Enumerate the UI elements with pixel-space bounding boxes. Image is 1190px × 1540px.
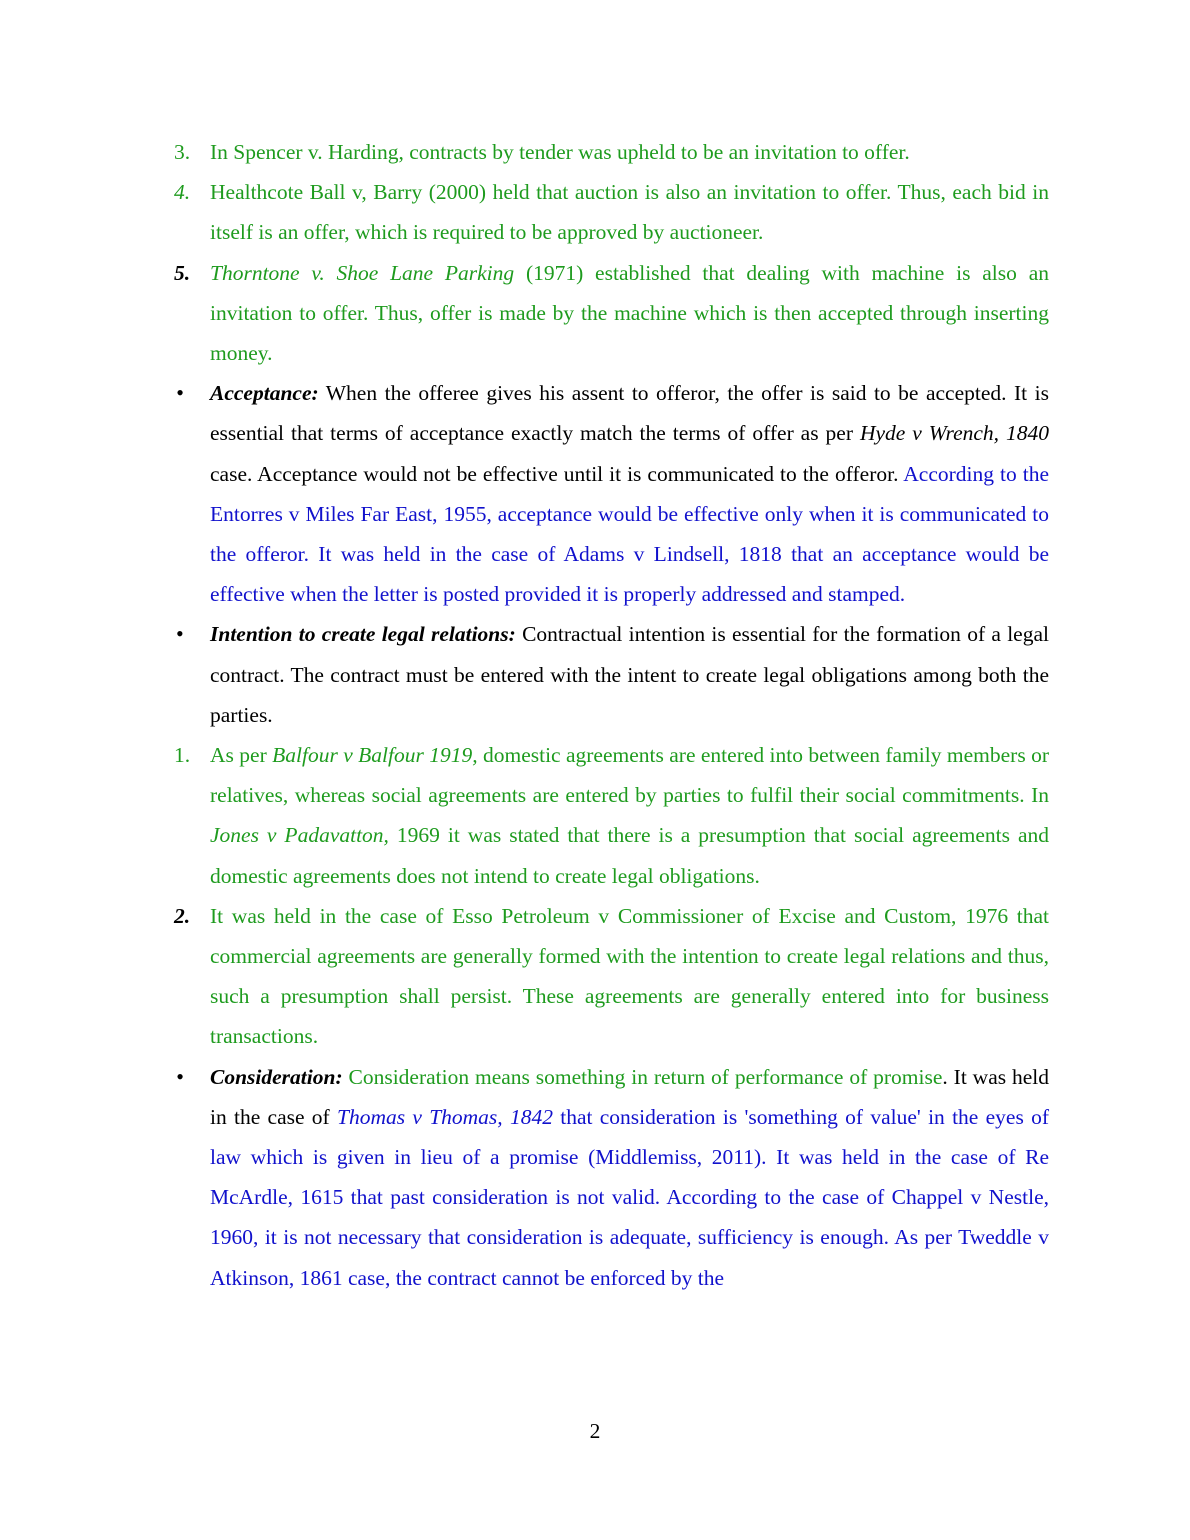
list-item: [0, 1057, 1190, 1298]
list-item-text: Intention to create legal relations: Contractual intention is essential for the formation of a legal contract. The contract must be entered with the intent to create legal obligations among both the parties.: [210, 622, 1049, 727]
case-citation: Thorntone v. Shoe Lane Parking: [210, 260, 515, 285]
list-item: [0, 132, 1190, 172]
case-citation: Jones v Padavatton,: [210, 823, 389, 848]
list-item-text: Acceptance: When the offeree gives his assent to offeror, the offer is said to be accepted. It is essential that terms of acceptance exactly match the terms of offer as per Hyde v Wrench, 1840 case. Acceptance would not be effective until it is communicated to the offeror. According to the Entorres v Miles Far East, 1955, acceptance would be effective only when it is communicated to the offeror. It was held in the case of Adams v Lindsell, 1818 that an acceptance would be effective when the letter is posted provided it is properly addressed and stamped.: [210, 381, 1049, 607]
list-item: [0, 896, 1190, 1057]
list-item: [0, 253, 1190, 374]
list-item-text: Healthcote Ball v, Barry (2000) held that auction is also an invitation to offer. Thus, each bid in itself is an offer, which is required to be approved by auctioneer.: [210, 180, 1049, 245]
list-item: [0, 735, 1190, 896]
list-item: [0, 172, 1190, 252]
list-item-text: Consideration: Consideration means something in return of performance of promise. It was held in the case of Thomas v Thomas, 1842 that consideration is 'something of value' in the eyes of law which is given in lieu of a promise (Middlemiss, 2011). It was held in the case of Re McArdle, 1615 that past consideration is not valid. According to the case of Chappel v Nestle, 1960, it is not necessary that consideration is adequate, sufficiency is enough. As per Tweddle v Atkinson, 1861 case, the contract cannot be enforced by the: [210, 1064, 1049, 1290]
list-item-text: As per Balfour v Balfour 1919, domestic agreements are entered into between family members or relatives, whereas social agreements are entered by parties to fulfil their social commitments. In Jones v Padavatton, 1969 it was stated that there is a presumption that social agreements and domestic agreements does not intend to create legal obligations.: [210, 743, 1049, 888]
bullet-icon: •: [176, 621, 184, 647]
section-heading-intention: Intention to create legal relations:: [210, 622, 516, 647]
section-heading-consideration: Consideration:: [210, 1064, 343, 1089]
list-marker: 4.: [174, 180, 191, 205]
list-item: [0, 614, 1190, 735]
list-marker: 5.: [174, 260, 191, 285]
bullet-icon: •: [176, 1063, 184, 1089]
list-marker: 1.: [174, 743, 191, 768]
list-marker: 3.: [174, 140, 191, 164]
case-citation: Balfour v Balfour 1919,: [272, 743, 478, 768]
page-number: 2: [589, 1419, 601, 1443]
list-item: [0, 373, 1190, 614]
page-content: [0, 132, 1190, 1298]
list-item-text: It was held in the case of Esso Petroleum v Commissioner of Excise and Custom, 1976 that commercial agreements are generally formed with the intention to create legal relations and thus, such a presumption shall persist. These agreements are generally entered into for business transactions.: [210, 903, 1049, 1049]
list-item-text: Thorntone v. Shoe Lane Parking (1971) established that dealing with machine is also an invitation to offer. Thus, offer is made by the machine which is then accepted through inserting money.: [210, 260, 1049, 366]
list-marker: 2.: [174, 903, 191, 928]
case-citation: Hyde v Wrench, 1840: [859, 421, 1049, 446]
bullet-icon: •: [176, 380, 184, 406]
list-item-text: In Spencer v. Harding, contracts by tender was upheld to be an invitation to offer.: [210, 140, 910, 164]
section-heading-acceptance: Acceptance:: [210, 381, 319, 406]
case-citation: Thomas v Thomas, 1842: [337, 1104, 553, 1129]
